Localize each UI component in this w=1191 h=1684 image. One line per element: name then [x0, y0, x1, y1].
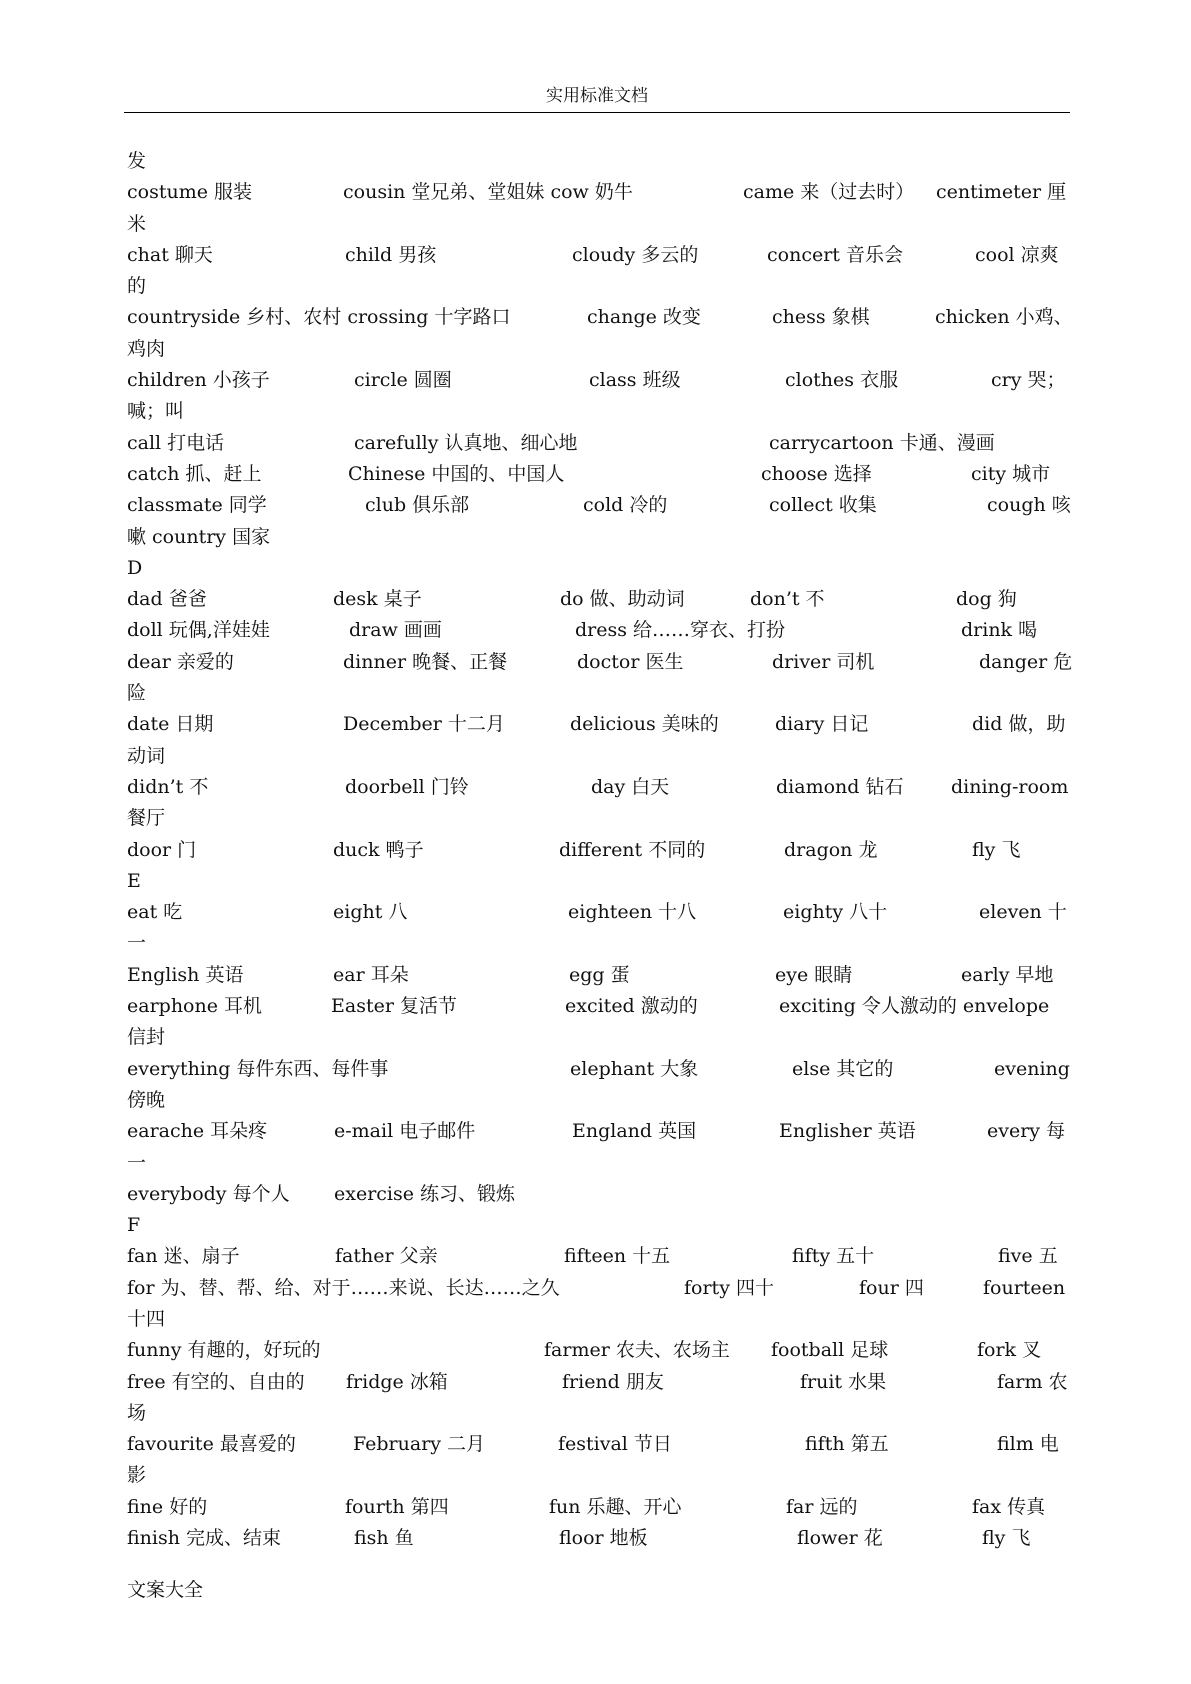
vocab-line — [127, 741, 1071, 772]
vocab-line — [127, 553, 1071, 584]
vocab-line — [127, 866, 1071, 897]
vocab-entry: eye 眼睛 — [775, 963, 853, 986]
vocab-entry: friend 朋友 — [562, 1370, 664, 1393]
vocab-entry: exciting 令人激动的 envelope — [779, 995, 1050, 1018]
vocab-entry: concert 音乐会 — [767, 243, 903, 266]
vocab-entry: England 英国 — [572, 1120, 697, 1143]
vocab-entry: cousin 堂兄弟、堂姐妹 cow 奶牛 — [343, 181, 633, 204]
page-header: 实用标准文档 — [124, 88, 1070, 113]
vocab-entry: fourteen — [983, 1276, 1066, 1299]
vocab-entry: call 打电话 — [127, 431, 225, 454]
vocab-line — [127, 1241, 1071, 1272]
vocab-entry: different 不同的 — [559, 838, 706, 861]
vocab-entry: class 班级 — [589, 369, 681, 392]
vocab-line — [127, 240, 1071, 271]
vocab-entry: favourite 最喜爱的 — [127, 1433, 296, 1456]
vocab-entry: collect 收集 — [769, 494, 877, 517]
vocab-entry: carrycartoon 卡通、漫画 — [769, 431, 995, 454]
vocab-entry: eleven 十 — [979, 901, 1067, 924]
vocab-line — [127, 1085, 1071, 1116]
vocab-entry: 鸡肉 — [127, 337, 166, 360]
vocab-entry: for 为、替、帮、给、对于……来说、长达……之久 — [127, 1276, 560, 1299]
vocab-entry: fly 飞 — [972, 838, 1021, 861]
vocab-entry: 场 — [127, 1401, 147, 1424]
vocab-entry: cloudy 多云的 — [572, 243, 699, 266]
vocab-line — [127, 709, 1071, 740]
vocab-entry: date 日期 — [127, 713, 214, 736]
vocab-entry: doorbell 门铃 — [345, 775, 469, 798]
vocab-entry: countryside 乡村、农村 crossing 十字路口 — [127, 306, 511, 329]
vocab-entry: dinner 晚餐、正餐 — [343, 650, 508, 673]
vocab-line — [127, 960, 1071, 991]
vocab-line — [127, 1523, 1071, 1554]
vocab-entry: diary 日记 — [775, 713, 869, 736]
vocab-entry: fruit 水果 — [800, 1370, 887, 1393]
vocab-entry: fridge 冰箱 — [346, 1370, 448, 1393]
vocab-entry: cry 哭； — [991, 369, 1066, 392]
vocab-line — [127, 803, 1071, 834]
vocab-entry: clothes 衣服 — [785, 369, 899, 392]
vocab-line — [127, 928, 1071, 959]
vocab-entry: eighteen 十八 — [568, 901, 697, 924]
vocab-entry: dining-room — [951, 775, 1069, 798]
vocab-entry: fifty 五十 — [792, 1245, 875, 1268]
vocab-entry: city 城市 — [971, 462, 1051, 485]
vocab-line — [127, 459, 1071, 490]
vocab-entry: fun 乐趣、开心 — [549, 1495, 682, 1518]
vocab-entry: doctor 医生 — [577, 650, 684, 673]
vocab-line — [127, 1398, 1071, 1429]
vocab-entry: fourth 第四 — [345, 1495, 449, 1518]
vocab-entry: 十四 — [127, 1307, 166, 1330]
vocab-entry: Easter 复活节 — [331, 995, 457, 1018]
vocab-line — [127, 678, 1071, 709]
vocab-entry: dear 亲爱的 — [127, 650, 234, 673]
vocab-entry: father 父亲 — [335, 1245, 438, 1268]
vocab-line — [127, 271, 1071, 302]
vocab-entry: came 来（过去时） — [743, 181, 915, 204]
vocab-entry: danger 危 — [979, 650, 1073, 673]
vocab-line — [127, 991, 1071, 1022]
vocab-entry: e-mail 电子邮件 — [334, 1120, 476, 1143]
vocab-entry: delicious 美味的 — [570, 713, 719, 736]
vocab-entry: egg 蛋 — [569, 963, 630, 986]
vocab-entry: 动词 — [127, 744, 166, 767]
vocab-entry: English 英语 — [127, 963, 244, 986]
vocab-entry: D — [127, 556, 143, 579]
vocab-entry: February 二月 — [353, 1433, 486, 1456]
vocab-line — [127, 396, 1071, 427]
vocab-entry: draw 画画 — [349, 619, 442, 642]
vocab-entry: 的 — [127, 275, 147, 298]
vocab-entry: floor 地板 — [559, 1527, 648, 1550]
vocab-entry: finish 完成、结束 — [127, 1527, 282, 1550]
vocab-entry: evening — [994, 1057, 1070, 1080]
vocab-entry: exercise 练习、锻炼 — [334, 1182, 516, 1205]
vocab-line — [127, 365, 1071, 396]
vocab-entry: 一 — [127, 932, 147, 955]
vocab-entry: everything 每件东西、每件事 — [127, 1057, 389, 1080]
vocab-entry: cough 咳 — [987, 494, 1071, 517]
vocabulary-body — [127, 146, 1071, 1554]
vocab-line — [127, 177, 1071, 208]
vocab-entry: desk 桌子 — [333, 588, 422, 611]
vocab-entry: fly 飞 — [982, 1527, 1031, 1550]
vocab-entry: 傍晚 — [127, 1088, 166, 1111]
vocab-entry: centimeter 厘 — [936, 181, 1067, 204]
vocab-entry: drink 喝 — [961, 619, 1038, 642]
vocab-entry: don’t 不 — [750, 588, 825, 611]
vocab-entry: fish 鱼 — [354, 1527, 414, 1550]
vocab-entry: dad 爸爸 — [127, 588, 207, 611]
vocab-entry: fine 好的 — [127, 1495, 208, 1518]
vocab-entry: everybody 每个人 — [127, 1182, 290, 1205]
vocab-line — [127, 1304, 1071, 1335]
vocab-entry: 发 — [127, 150, 147, 172]
vocab-entry: choose 选择 — [761, 462, 872, 485]
vocab-entry: excited 激动的 — [565, 995, 698, 1018]
vocab-entry: far 远的 — [786, 1495, 858, 1518]
vocab-line — [127, 615, 1071, 646]
vocab-entry: do 做、助动词 — [560, 588, 685, 611]
vocab-entry: 一 — [127, 1151, 147, 1174]
vocab-line — [127, 1429, 1071, 1460]
vocab-entry: elephant 大象 — [570, 1057, 699, 1080]
vocab-entry: change 改变 — [587, 306, 701, 329]
vocab-entry: earphone 耳机 — [127, 995, 263, 1018]
vocab-entry: didn’t 不 — [127, 775, 209, 798]
vocab-entry: cold 冷的 — [583, 494, 668, 517]
vocab-entry: football 足球 — [771, 1339, 889, 1362]
vocab-line — [127, 302, 1071, 333]
vocab-line — [127, 584, 1071, 615]
vocab-entry: festival 节日 — [558, 1433, 672, 1456]
vocab-entry: forty 四十 — [684, 1276, 774, 1299]
vocab-line — [127, 428, 1071, 459]
vocab-entry: eight 八 — [333, 901, 408, 924]
vocab-line — [127, 522, 1071, 553]
vocab-entry: dragon 龙 — [784, 838, 878, 861]
vocab-entry: diamond 钻石 — [776, 775, 904, 798]
vocab-entry: else 其它的 — [792, 1057, 894, 1080]
vocab-line — [127, 1367, 1071, 1398]
vocab-entry: eat 吃 — [127, 901, 183, 924]
vocab-line — [127, 1460, 1071, 1491]
vocab-line — [127, 490, 1071, 521]
vocab-entry: five 五 — [998, 1245, 1058, 1268]
vocab-entry: Englisher 英语 — [779, 1120, 916, 1143]
vocab-line — [127, 209, 1071, 240]
vocab-line — [127, 897, 1071, 928]
vocab-entry: cool 凉爽 — [975, 243, 1059, 266]
vocab-entry: catch 抓、赶上 — [127, 462, 262, 485]
vocab-entry: flower 花 — [797, 1527, 883, 1550]
vocab-line — [127, 835, 1071, 866]
vocab-entry: chess 象棋 — [772, 306, 870, 329]
vocab-entry: funny 有趣的，好玩的 — [127, 1339, 321, 1362]
page-footer: 文案大全 — [127, 1579, 204, 1601]
vocab-line — [127, 146, 1071, 177]
vocab-entry: dog 狗 — [956, 588, 1017, 611]
vocab-entry: film 电 — [997, 1433, 1059, 1456]
vocab-line — [127, 1210, 1071, 1241]
vocab-entry: fifth 第五 — [805, 1433, 889, 1456]
vocab-entry: 餐厅 — [127, 807, 166, 830]
vocab-entry: early 早地 — [961, 963, 1054, 986]
vocab-entry: fax 传真 — [972, 1495, 1046, 1518]
vocab-entry: club 俱乐部 — [365, 494, 470, 517]
vocab-line — [127, 1492, 1071, 1523]
vocab-entry: 嗽 country 国家 — [127, 525, 271, 548]
vocab-entry: driver 司机 — [772, 650, 875, 673]
vocab-entry: free 有空的、自由的 — [127, 1370, 305, 1393]
vocab-entry: did 做，助 — [972, 713, 1066, 736]
vocab-entry: day 白天 — [591, 775, 670, 798]
vocab-entry: 影 — [127, 1464, 147, 1487]
vocab-entry: door 门 — [127, 838, 197, 861]
vocab-line — [127, 1116, 1071, 1147]
vocab-line — [127, 1273, 1071, 1304]
vocab-line — [127, 1054, 1071, 1085]
vocab-line — [127, 1179, 1071, 1210]
vocab-entry: four 四 — [859, 1276, 924, 1299]
vocab-entry: doll 玩偶,洋娃娃 — [127, 619, 270, 642]
vocab-entry: circle 圆圈 — [354, 369, 452, 392]
vocab-entry: farmer 农夫、农场主 — [544, 1339, 730, 1362]
vocab-entry: child 男孩 — [345, 243, 437, 266]
vocab-line — [127, 772, 1071, 803]
vocab-line — [127, 1022, 1071, 1053]
vocab-entry: F — [127, 1214, 141, 1237]
vocab-line — [127, 1335, 1071, 1366]
vocab-entry: classmate 同学 — [127, 494, 267, 517]
vocab-entry: 米 — [127, 212, 147, 235]
vocab-entry: farm 农 — [997, 1370, 1068, 1393]
vocab-entry: fifteen 十五 — [564, 1245, 671, 1268]
vocab-entry: 喊；叫 — [127, 400, 185, 423]
vocab-entry: 信封 — [127, 1026, 166, 1049]
vocab-entry: chat 聊天 — [127, 243, 213, 266]
vocab-entry: every 每 — [987, 1120, 1066, 1143]
vocab-entry: carefully 认真地、细心地 — [354, 431, 578, 454]
vocab-entry: eighty 八十 — [783, 901, 888, 924]
vocab-entry: fork 叉 — [977, 1339, 1042, 1362]
vocab-entry: ear 耳朵 — [333, 963, 409, 986]
vocab-entry: chicken 小鸡、 — [935, 306, 1073, 329]
vocab-entry: children 小孩子 — [127, 369, 270, 392]
vocab-entry: 险 — [127, 682, 147, 705]
vocab-entry: costume 服装 — [127, 181, 253, 204]
vocab-line — [127, 647, 1071, 678]
vocab-entry: earache 耳朵疼 — [127, 1120, 268, 1143]
vocab-line — [127, 334, 1071, 365]
vocab-entry: fan 迷、扇子 — [127, 1245, 240, 1268]
vocab-entry: December 十二月 — [343, 713, 505, 736]
vocab-line — [127, 1148, 1071, 1179]
vocab-entry: Chinese 中国的、中国人 — [348, 462, 565, 485]
vocab-entry: duck 鸭子 — [333, 838, 424, 861]
vocab-entry: E — [127, 869, 141, 892]
vocab-entry: dress 给……穿衣、打扮 — [575, 619, 786, 642]
